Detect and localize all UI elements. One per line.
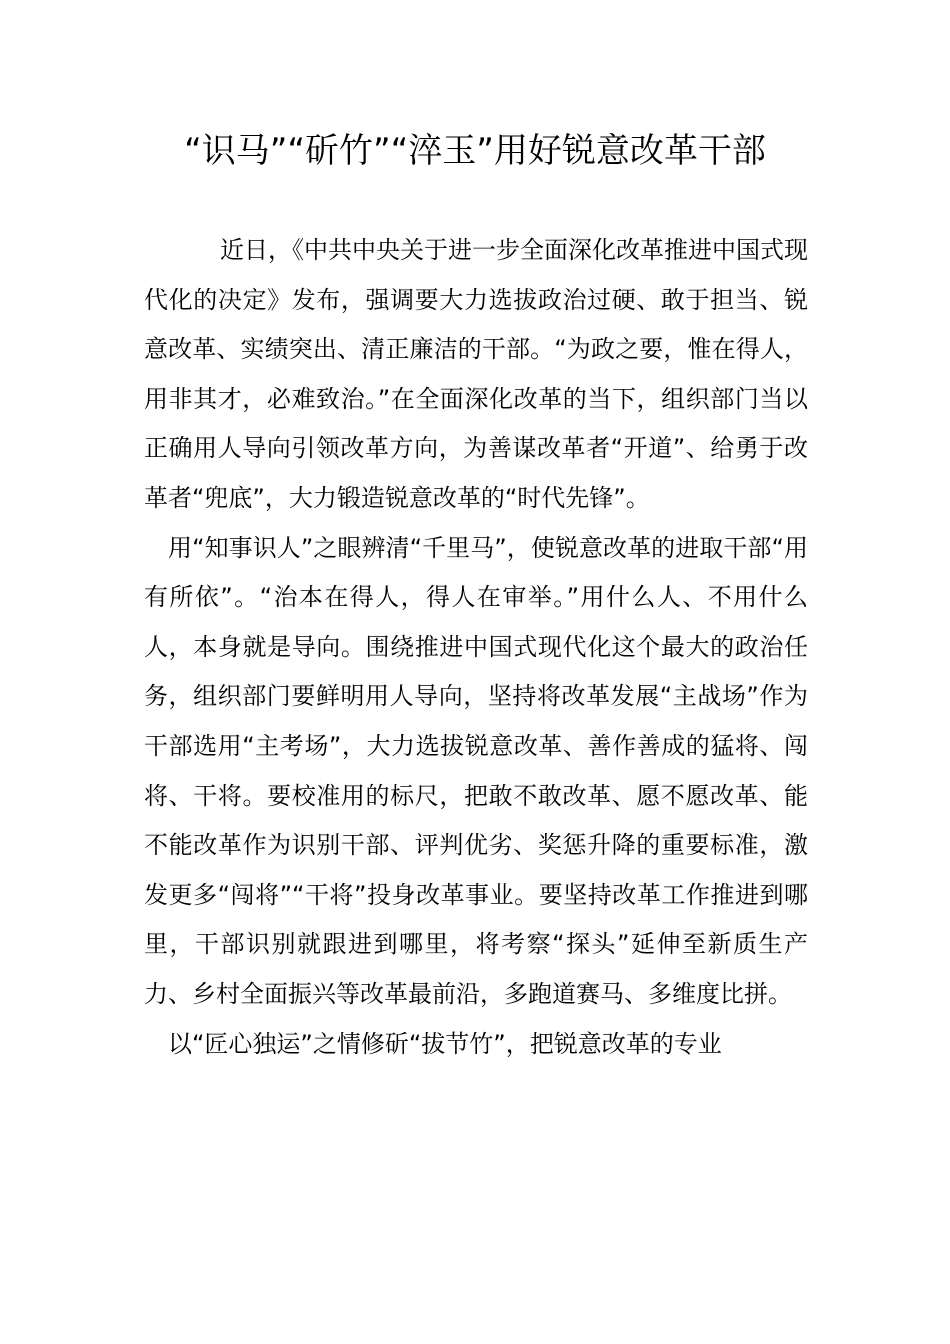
body-paragraph: 用“知事识人”之眼辨清“千里马”，使锐意改革的进取干部“用有所依”。“治本在得人，得人在审举。”用什么人、不用什么人，本身就是导向。围绕推进中国式现代化这个最大的政治任务，组织部门要鲜明用人导向，坚持将改革发展“主战场”作为干部选用“主考场”，大力选拔锐意改革、善作善成的猛将、闯将、干将。要校准用的标尺，把敢不敢改革、愿不愿改革、能不能改革作为识别干部、评判优劣、奖惩升降的重要标准，激发更多“闯将”“干将”投身改革事业。要坚持改革工作推进到哪里，干部识别就跟进到哪里，将考察“探头”延伸至新质生产力、乡村全面振兴等改革最前沿，多跑道赛马、多维度比拼。 (144, 533, 808, 1008)
document-title: “识马”“斫竹”“淬玉”用好锐意改革干部 (184, 131, 766, 171)
body-paragraph: 以“匠心独运”之情修斫“拔节竹”，把锐意改革的专业 (168, 1029, 722, 1058)
body-paragraph: 近日，《中共中央关于进一步全面深化改革推进中国式现代化的决定》发布，强调要大力选拔政治过硬、敢于担当、锐意改革、实绩突出、清正廉洁的干部。“为政之要，惟在得人，用非其才，必难致治。”在全面深化改革的当下，组织部门当以正确用人导向引领改革方向，为善谋改革者“开道”、给勇于改革者“兜底”，大力锻造锐意改革的“时代先锋”。 (144, 236, 808, 512)
document-body (144, 226, 808, 1069)
